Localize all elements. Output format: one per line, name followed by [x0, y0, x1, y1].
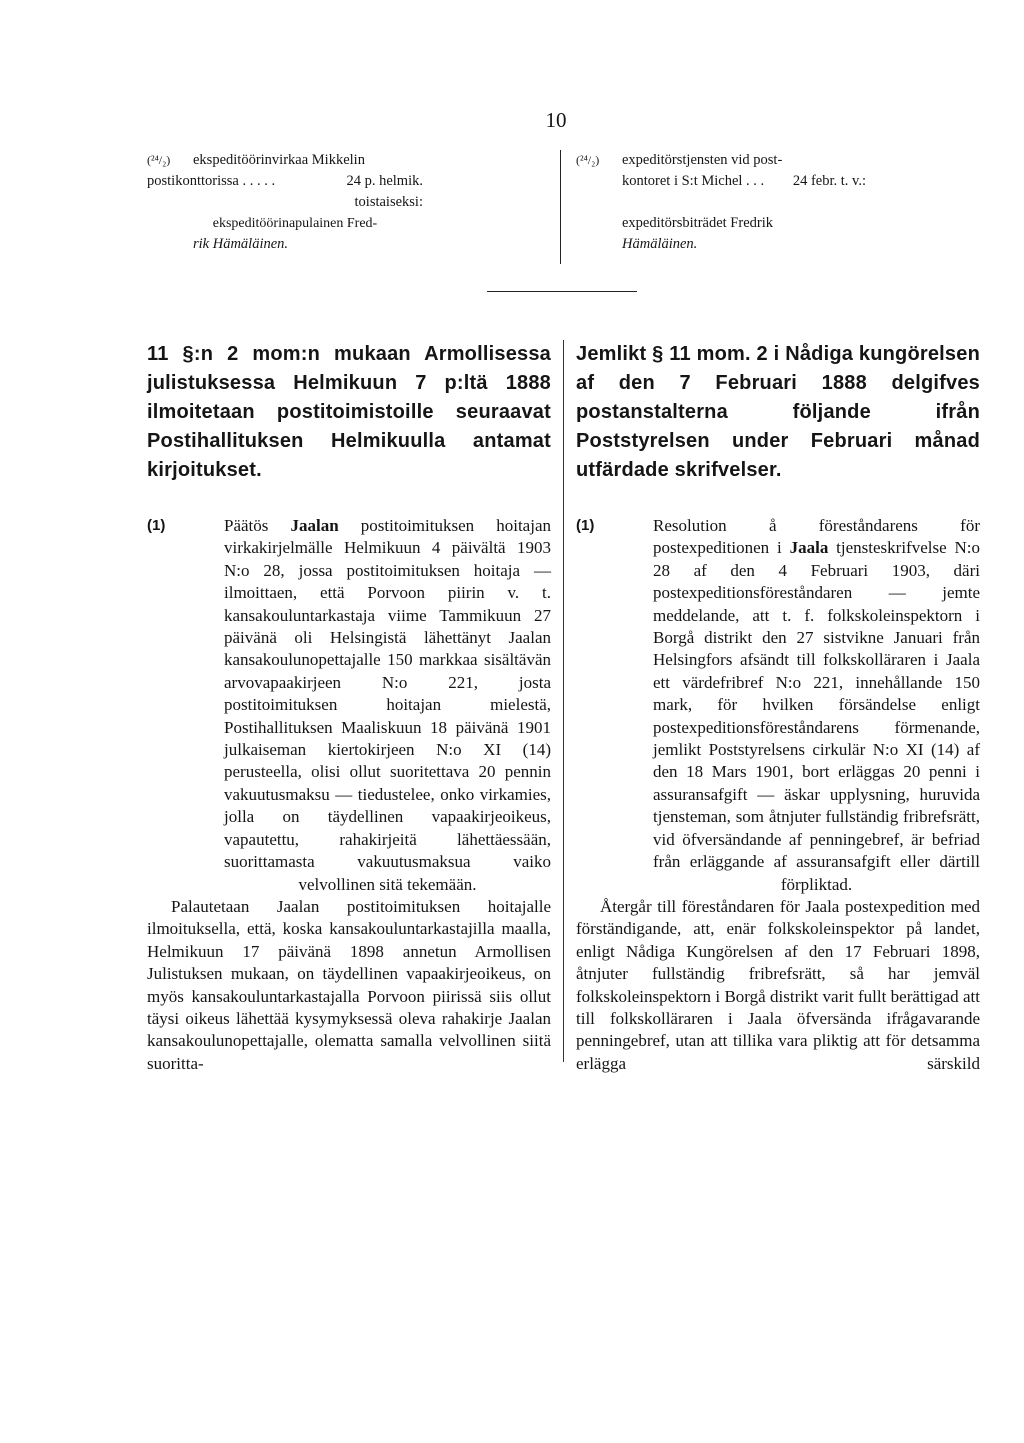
item-number: (1) [147, 517, 166, 534]
swedish-column [576, 340, 980, 1075]
entry-line: postikonttorissa . . . . . [147, 173, 276, 189]
page-number: 10 [545, 108, 567, 132]
swedish-item-1 [576, 515, 980, 896]
entry-line: toistaiseksi: [354, 194, 423, 210]
item-text-part: Päätös [224, 516, 291, 535]
column-divider-top [560, 150, 561, 264]
item-number: (1) [576, 517, 595, 534]
item-text-part: Resolution å föreståndarens för postexpeditionen i [653, 516, 980, 558]
entry-reference: (²⁴/₂) [147, 153, 171, 167]
entry-date: 24 febr. t. v.: [792, 173, 866, 189]
entry-line: expeditörsbiträdet Fredrik [622, 215, 773, 231]
entry-line: expeditörstjensten vid post- [622, 152, 783, 168]
item-text-part: postitoimituksen hoitajan virkakirjelmälle Helmikuun 4 päivältä 1903 N:o 28, jossa postitoimituksen hoitaja — ilmoittaen, että Porvoon piirin v. t. kansakouluntarkastaja viime Tammikuun 27 päivänä oli Helsingistä lähettänyt Jaalan kansakoulunopettajalle 150 markkaa sisältävän arvovapaakirjeen N:o 221, josta postitoimituksen hoitajan mielestä, Postihallituksen Maaliskuun 18 päivänä 1901 julkaiseman kiertokirjeen N:o XI (14) perusteella, olisi ollut suoritettava 20 pennin vakuutusmaksu — tiedustelee, onko virkamies, jolla on täydellinen vapaakirjeoikeus, vapautettu, rahakirjeitä lähettäessään, suorittamasta vakuutusmaksua vaiko velvollinen sitä tekemään. [224, 516, 551, 894]
swedish-heading: Jemlikt § 11 mom. 2 i Nådiga kungörelsen af den 7 Februari 1888 delgifves postanstalterna följande ifrån Poststyrelsen under Februari månad utfärdade skrifvelser. [576, 343, 980, 481]
item-text-bold: Jaala [789, 538, 829, 558]
item-text-part: tjensteskrifvelse N:o 28 af den 4 Februari 1903, däri postexpeditionsföreståndaren — jemte meddelande, att t. f. folkskoleinspektorn i Borgå distrikt den 27 sistvikne Januari från Helsingfors afsändt till folkskolläraren i Jaala ett värdefribref N:o 221, innehållande 150 mark, för hvilken försändelse enligt postexpeditionsföreståndarens förmenande, jemlikt Poststyrelsens cirkulär N:o XI (14) af den 18 Mars 1901, bort erläggas 20 penni i assuransafgift — äskar upplysning, huruvida tjensteman, som åtnjuter fullständig fribrefsrätt, vid öfversändande af penningebref, är befriad från erläggande af assuransafgift eller därtill förpliktad. [653, 538, 981, 894]
finnish-appointment-entry [147, 150, 423, 255]
finnish-heading: 11 §:n 2 mom:n mukaan Armollisessa julistuksessa Helmikuun 7 p:ltä 1888 ilmoitetaan postitoimistoille seuraavat Postihallituksen Helmikuulla antamat kirjoitukset. [147, 343, 551, 481]
finnish-column [147, 340, 551, 1075]
swedish-paragraph: Återgår till föreståndaren för Jaala postexpedition med förständigande, att, enär folkskoleinspektor på landet, enligt Nådiga Kungörelsen af den 17 Februari 1898, åtnjuter fullständig fribrefsrätt, så har jemväl folkskoleinspektorn i Borgå distrikt varit fullt berättigad att till folkskolläraren i Jaala öfversända ifrågavarande penningebref, utan att tillika vara pliktig att för detsamma erlägga särskild [576, 896, 980, 1073]
item-text-bold: Jaalan [290, 516, 339, 535]
entry-line: Hämäläinen. [622, 236, 698, 252]
finnish-item-1 [147, 515, 551, 896]
item-text [224, 515, 551, 896]
section-separator [487, 291, 637, 292]
swedish-appointment-entry [576, 150, 866, 255]
entry-date: 24 p. helmik. [346, 173, 423, 189]
finnish-paragraph: Palautetaan Jaalan postitoimituksen hoitajalle ilmoituksella, että, koska kansakouluntarkastajilla maalla, Helmikuun 17 päivänä 1898 annetun Armollisen Julistuksen mukaan, on täydellinen vapaakirjeoikeus, on myös kansakouluntarkastajalla Porvoon piirissä siis ollut täysi oikeus lähettää kysymyksessä oleva rahakirje Jaalan kansakoulunopettajalle, olematta samalla velvollinen siitä suoritta- [147, 896, 551, 1073]
entry-line: rik Hämäläinen. [193, 236, 289, 252]
entry-line: ekspeditöörinapulainen Fred- [212, 216, 378, 231]
entry-reference: (²⁴/₂) [576, 153, 600, 167]
column-divider [563, 340, 564, 1062]
item-text [653, 515, 980, 896]
entry-line: ekspeditöörinvirkaa Mikkelin [193, 152, 365, 168]
entry-line: kontoret i S:t Michel . . . [622, 173, 765, 189]
